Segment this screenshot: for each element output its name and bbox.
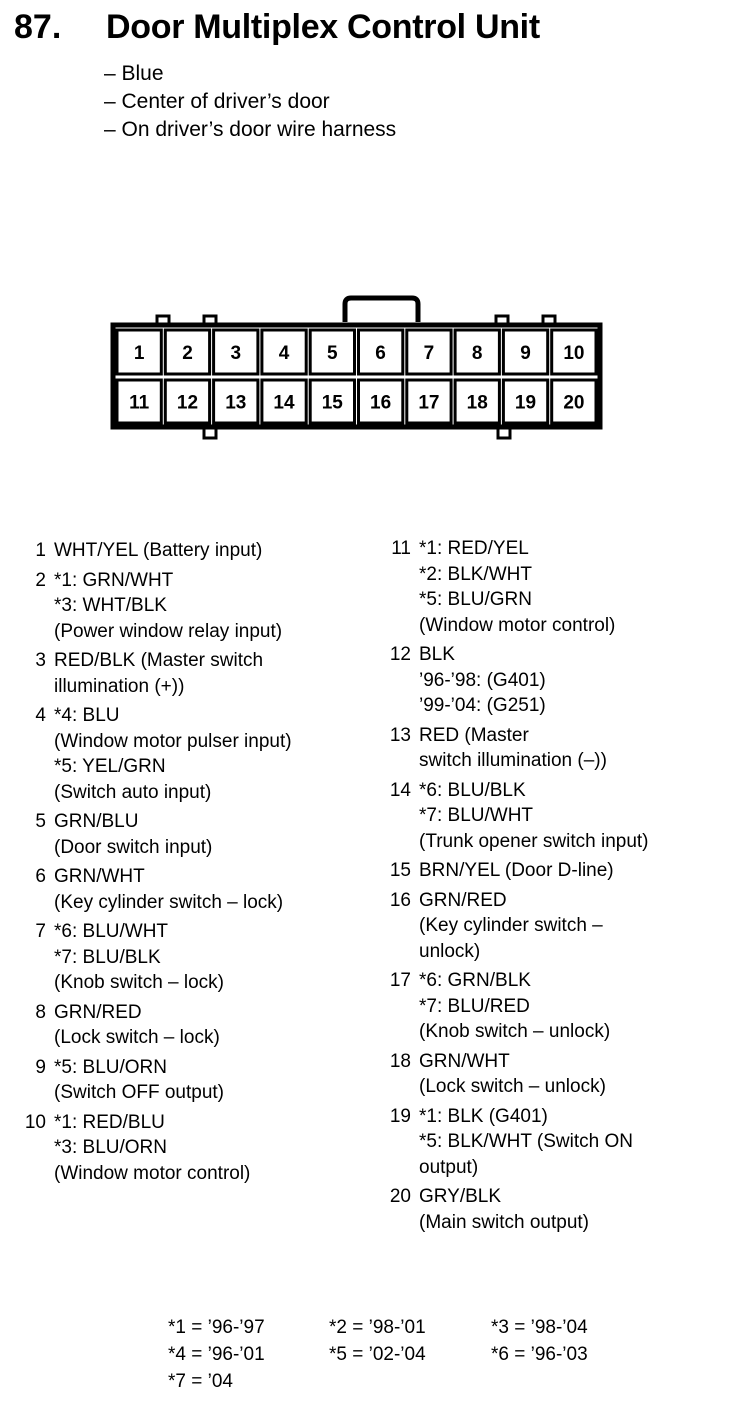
pin-entry-6	[24, 864, 292, 915]
pin-description-line: (Lock switch – lock)	[54, 1027, 220, 1048]
pin-description-line: GRY/BLK	[419, 1186, 502, 1207]
pin-description-line: *2: BLK/WHT	[419, 563, 532, 585]
pin-entry-5	[24, 809, 292, 860]
pin-description-line: WHT/YEL (Battery input)	[54, 540, 263, 561]
pin-entry-20	[389, 1184, 649, 1235]
pin-description-line: *6: BLU/WHT	[54, 921, 169, 942]
pin-entry-2	[24, 568, 292, 645]
pin-description-line: *6: BLU/BLK	[419, 779, 526, 801]
pin-entry-14	[389, 778, 649, 855]
pin-number: 18	[389, 1050, 411, 1072]
pin-description-line: ’96-’98: (G401)	[419, 669, 546, 691]
pin-label-17: 17	[418, 392, 440, 414]
pin-label-16: 16	[370, 392, 392, 414]
pin-number: 1	[35, 540, 46, 561]
pin-description-line: *5: YEL/GRN	[54, 756, 166, 777]
pin-number: 14	[389, 779, 411, 801]
pin-number: 20	[389, 1186, 411, 1207]
legend-entry-1: *1 = ’96-’97	[168, 1317, 265, 1338]
pin-description-line: output)	[419, 1156, 479, 1178]
pin-label-10: 10	[563, 343, 585, 364]
pin-description-line: *5: BLU/ORN	[54, 1056, 167, 1078]
pin-number: 15	[389, 860, 411, 881]
pin-list-right	[389, 536, 649, 1239]
pin-entry-10	[24, 1110, 292, 1187]
pin-entry-8	[24, 1000, 292, 1051]
pin-number: 4	[35, 705, 46, 726]
pin-label-5: 5	[327, 343, 338, 364]
pin-number: 8	[35, 1001, 46, 1023]
pin-description-line: *1: BLK (G401)	[419, 1105, 548, 1127]
pin-description-line: *1: RED/YEL	[419, 538, 529, 559]
pin-entry-11	[389, 536, 649, 638]
legend-entry-3: *3 = ’98-’04	[491, 1317, 588, 1338]
pin-entry-4	[24, 703, 292, 805]
pin-description-line: GRN/WHT	[54, 866, 145, 887]
pin-description-line: *6: GRN/BLK	[419, 970, 531, 991]
pin-description-line: *4: BLU	[54, 705, 120, 726]
legend-entry-7: *7 = ’04	[168, 1371, 233, 1392]
pin-number: 16	[389, 889, 411, 911]
pin-description-line: *7: BLU/RED	[419, 995, 530, 1017]
pin-entry-18	[389, 1049, 649, 1100]
pin-label-11: 11	[129, 392, 150, 414]
pin-entry-1	[24, 538, 292, 564]
pin-description-line: (Switch auto input)	[54, 781, 212, 803]
pin-description-line: (Window motor control)	[54, 1162, 251, 1184]
legend-entry-6: *6 = ’96-’03	[491, 1344, 588, 1365]
pin-description-line: (Lock switch – unlock)	[419, 1076, 606, 1097]
pin-entry-9	[24, 1055, 292, 1106]
pin-label-3: 3	[230, 343, 242, 364]
pin-label-1: 1	[133, 343, 145, 364]
pin-description-line: unlock)	[419, 940, 481, 962]
pin-description-line: GRN/RED	[54, 1001, 142, 1023]
pin-label-12: 12	[176, 392, 199, 414]
pin-number: 9	[35, 1056, 46, 1078]
pin-label-4: 4	[278, 343, 290, 364]
pin-number: 3	[35, 650, 46, 671]
pin-label-9: 9	[520, 343, 531, 364]
pin-description-line: GRN/BLU	[54, 811, 139, 832]
legend-entry-2: *2 = ’98-’01	[329, 1317, 426, 1338]
pin-number: 13	[389, 724, 411, 746]
pin-entry-16	[389, 888, 649, 965]
pin-description-line: BRN/YEL (Door D-line)	[419, 860, 614, 881]
pin-description-line: switch illumination (–))	[419, 750, 607, 771]
pin-description-line: (Door switch input)	[54, 836, 213, 858]
pin-description-line: illumination (+))	[54, 675, 185, 697]
pin-label-2: 2	[182, 343, 193, 364]
pin-entry-7	[24, 919, 292, 996]
legend-entry-5: *5 = ’02-’04	[329, 1344, 426, 1365]
pin-description-line: *1: GRN/WHT	[54, 569, 174, 591]
location-harness: – On driver’s door wire harness	[104, 118, 397, 141]
pin-label-20: 20	[563, 392, 585, 414]
connector-diagram	[0, 0, 736, 460]
pin-description-line: GRN/RED	[419, 889, 507, 911]
pin-description-line: *7: BLU/WHT	[419, 805, 534, 826]
location-position: – Center of driver’s door	[104, 90, 330, 113]
pin-description-line: (Main switch output)	[419, 1211, 590, 1233]
pin-number: 6	[35, 866, 46, 887]
pin-number: 7	[35, 921, 46, 942]
pin-description-line: (Trunk opener switch input)	[419, 830, 649, 852]
page-title: Door Multiplex Control Unit	[106, 8, 540, 46]
pin-number: 5	[35, 811, 46, 832]
pin-entry-19	[389, 1104, 649, 1181]
location-color: – Blue	[104, 62, 164, 85]
pin-description-line: (Window motor control)	[419, 614, 616, 636]
pin-list-left	[24, 538, 292, 1190]
pin-description-line: *5: BLU/GRN	[419, 589, 532, 610]
pin-description-line: RED (Master	[419, 724, 529, 746]
legend-entry-4: *4 = ’96-’01	[168, 1344, 265, 1365]
pin-description-line: RED/BLK (Master switch	[54, 650, 264, 671]
pin-description-line: (Key cylinder switch –	[419, 915, 603, 936]
pin-description-line: *5: BLK/WHT (Switch ON	[419, 1131, 633, 1152]
pin-label-19: 19	[514, 392, 537, 414]
pin-label-6: 6	[375, 343, 386, 364]
pin-number: 10	[24, 1111, 46, 1133]
pin-number: 11	[391, 538, 411, 559]
pin-entry-15	[389, 858, 649, 884]
pin-description-line: (Power window relay input)	[54, 620, 283, 642]
pin-description-line: *3: BLU/ORN	[54, 1137, 167, 1158]
pin-number: 2	[35, 569, 46, 591]
pin-description-line: GRN/WHT	[419, 1050, 510, 1072]
pin-label-14: 14	[273, 392, 295, 414]
pin-label-18: 18	[466, 392, 488, 414]
pin-description-line: (Key cylinder switch – lock)	[54, 891, 284, 913]
pin-number: 12	[389, 644, 411, 665]
pin-description-line: ’99-’04: (G251)	[419, 695, 546, 716]
pin-number: 17	[389, 970, 411, 991]
pin-label-15: 15	[321, 392, 343, 414]
section-number: 87.	[14, 8, 62, 46]
pin-description-line: (Knob switch – lock)	[54, 972, 225, 993]
pin-description-line: *1: RED/BLU	[54, 1111, 165, 1133]
pin-description-line: BLK	[419, 644, 455, 665]
pin-entry-12	[389, 642, 649, 719]
pin-entry-13	[389, 723, 649, 774]
pin-entry-17	[389, 968, 649, 1045]
pin-description-line: (Switch OFF output)	[54, 1082, 224, 1103]
pin-description-line: *7: BLU/BLK	[54, 946, 161, 968]
pin-description-line: (Window motor pulser input)	[54, 730, 292, 752]
pin-label-8: 8	[471, 343, 483, 364]
pin-description-line: (Knob switch – unlock)	[419, 1021, 611, 1042]
pin-label-13: 13	[225, 392, 247, 414]
pin-description-line: *3: WHT/BLK	[54, 595, 167, 616]
pin-entry-3	[24, 648, 292, 699]
pin-label-7: 7	[423, 343, 435, 364]
pin-number: 19	[389, 1105, 411, 1127]
